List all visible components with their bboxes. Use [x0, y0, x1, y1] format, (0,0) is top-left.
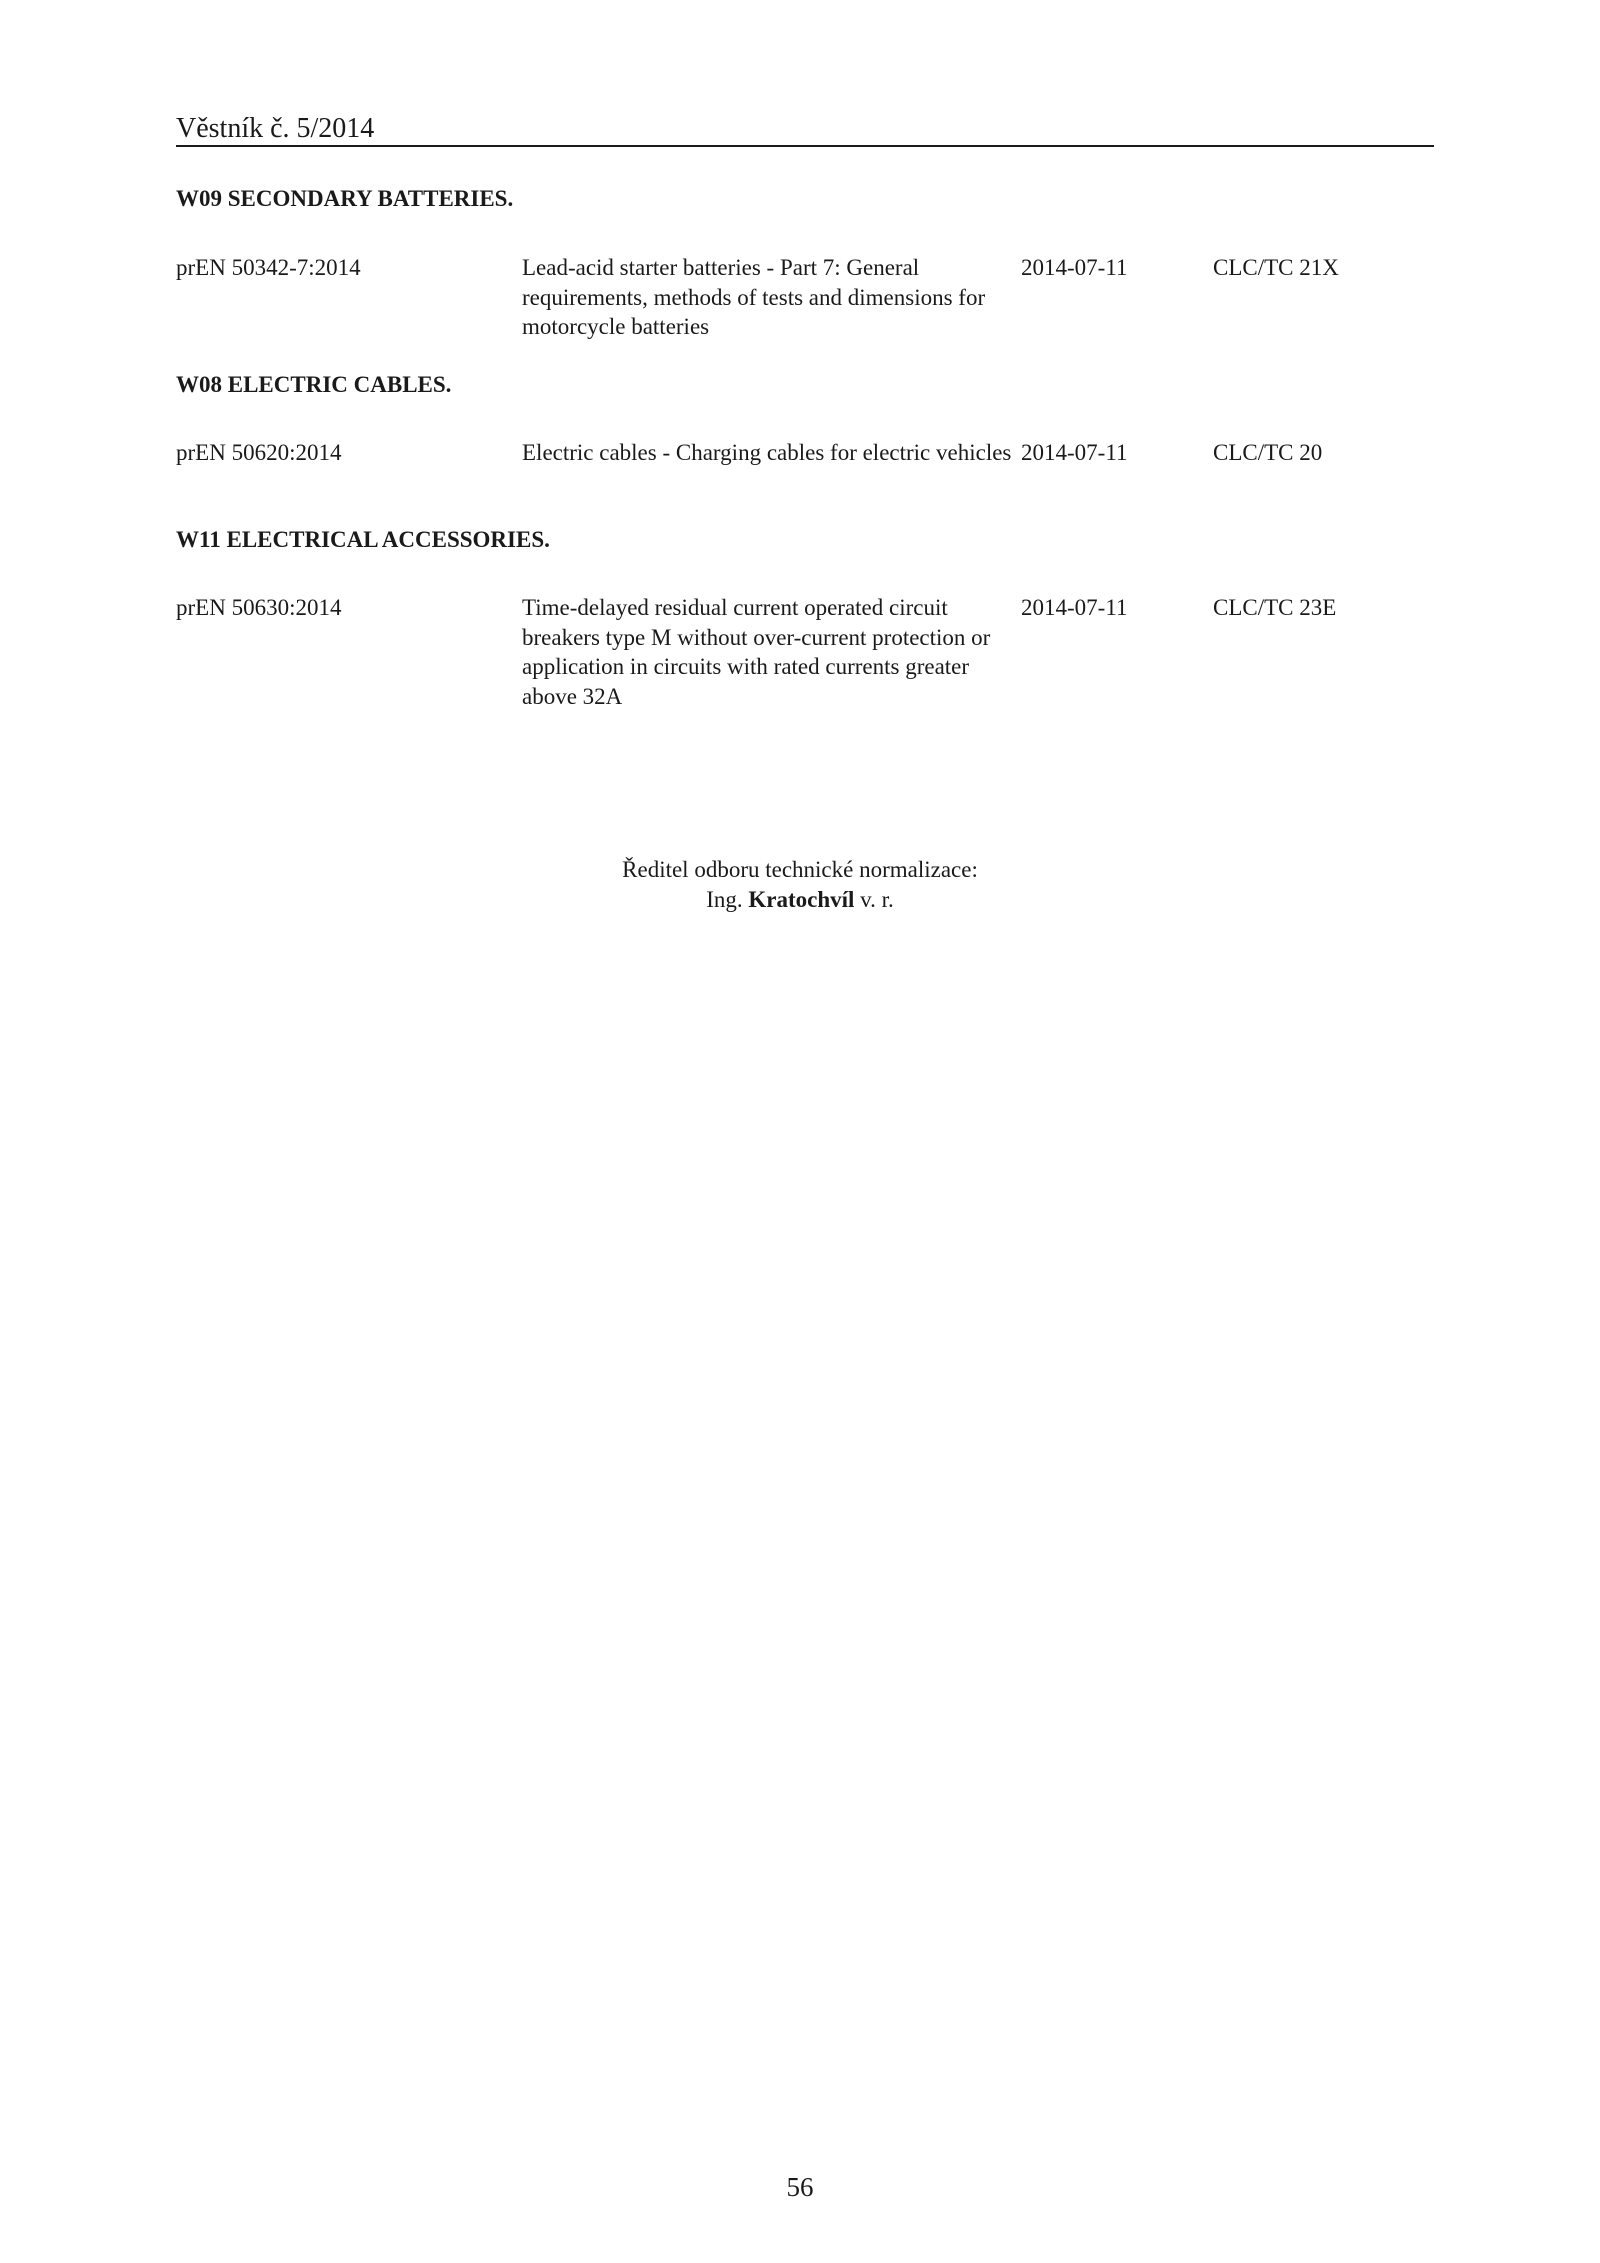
standard-committee: CLC/TC 20 [1213, 440, 1323, 465]
standard-title: Time-delayed residual current operated circuit breakers type M without over-current protection or application in circuits with rated currents greater above 32A [522, 595, 991, 709]
running-header: Věstník č. 5/2014 [176, 113, 375, 144]
standard-code: prEN 50620:2014 [176, 440, 342, 465]
signature-prefix: Ing. [706, 887, 743, 912]
standard-date: 2014-07-11 [1021, 595, 1128, 620]
page-number: 56 [786, 2172, 814, 2202]
section-heading-w08: W08 ELECTRIC CABLES. [176, 372, 452, 397]
standard-code: prEN 50342-7:2014 [176, 255, 361, 280]
signature-line [0, 885, 1600, 915]
header-rule [176, 145, 1434, 147]
section-heading-w11: W11 ELECTRICAL ACCESSORIES. [176, 527, 550, 552]
signature-name: Kratochvíl [748, 887, 855, 912]
standard-committee: CLC/TC 23E [1213, 595, 1337, 620]
standard-date: 2014-07-11 [1021, 255, 1128, 280]
standard-title: Lead-acid starter batteries - Part 7: General requirements, methods of tests and dimensions for motorcycle batteries [522, 255, 986, 339]
signature-suffix: v. r. [860, 887, 894, 912]
signature-position: Ředitel odboru technické normalizace: [622, 857, 978, 882]
standard-code: prEN 50630:2014 [176, 595, 342, 620]
standard-committee: CLC/TC 21X [1213, 255, 1339, 280]
standard-date: 2014-07-11 [1021, 440, 1128, 465]
section-heading-w09: W09 SECONDARY BATTERIES. [176, 186, 514, 211]
standard-title: Electric cables - Charging cables for electric vehicles [522, 440, 1012, 465]
